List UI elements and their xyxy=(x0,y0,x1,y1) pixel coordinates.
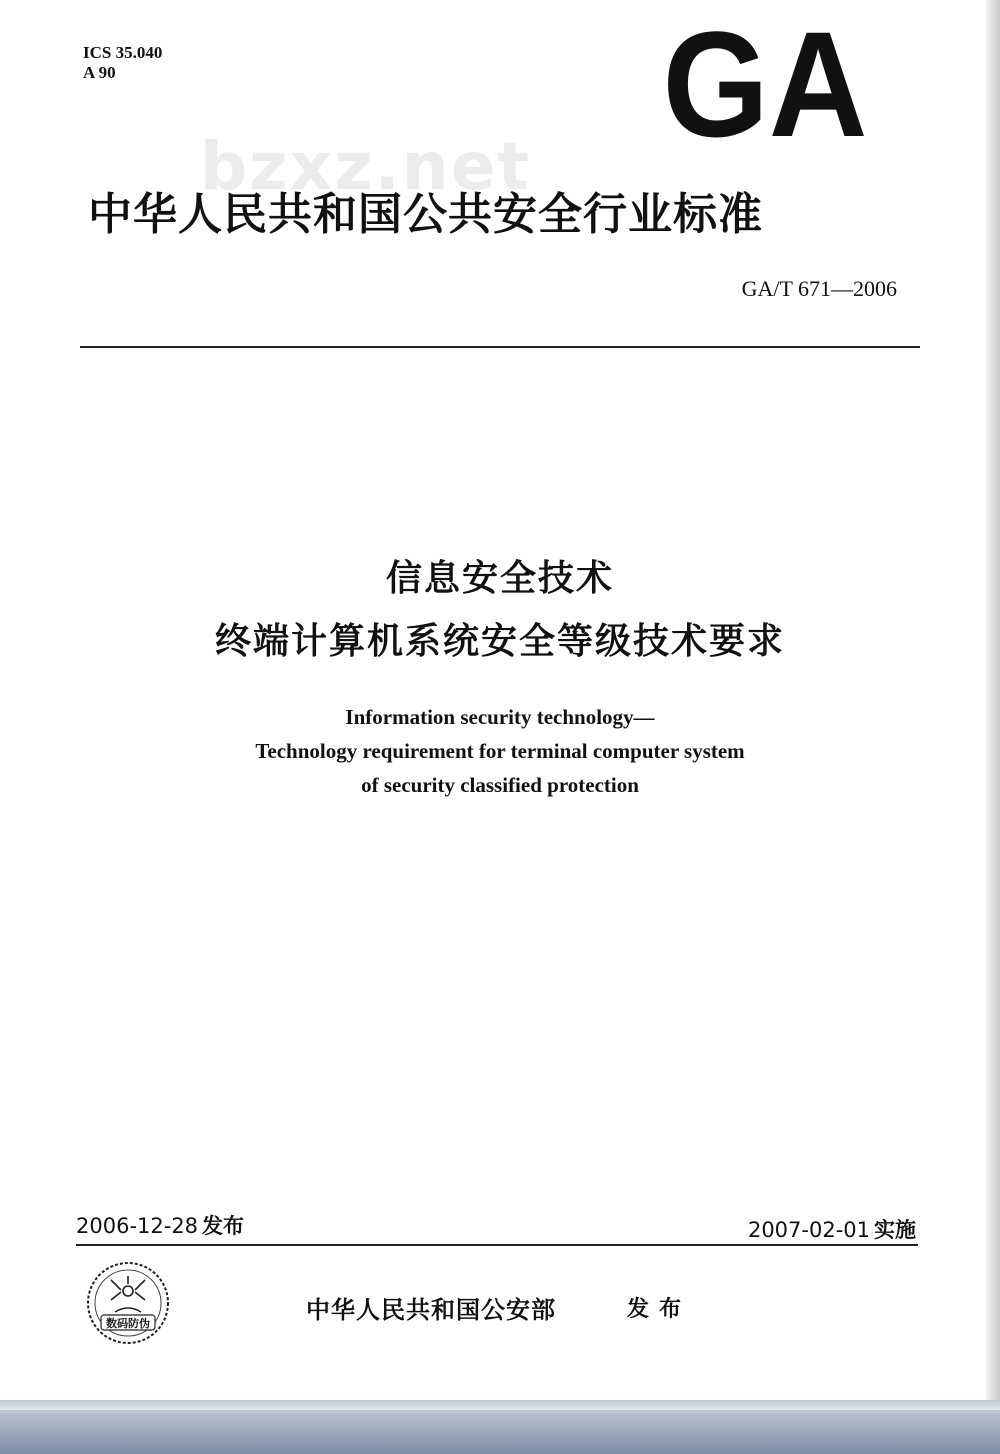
document-title-en-line1: Information security technology— xyxy=(345,705,655,729)
ga-logo-text: GA xyxy=(662,28,868,143)
classification-codes xyxy=(83,43,162,83)
implement-label: 实施 xyxy=(874,1218,916,1242)
seal-text: 数码防伪 xyxy=(106,1317,150,1330)
document-title-cn-line1: 信息安全技术 xyxy=(385,558,614,599)
implement-date: 2007-02-01 xyxy=(747,1218,870,1242)
document-title-en xyxy=(0,700,1000,802)
page-edge-shadow xyxy=(986,0,1000,1400)
publish-verb: 发布 xyxy=(627,1297,692,1322)
background-strip xyxy=(0,1400,1000,1454)
document-title-en-line3: of security classified protection xyxy=(361,773,639,797)
ga-logo xyxy=(660,28,870,143)
issue-date-block xyxy=(76,1210,244,1240)
issue-label: 发布 xyxy=(202,1214,245,1238)
publisher: 中华人民共和国公安部 xyxy=(306,1296,556,1324)
header-divider xyxy=(80,346,920,348)
page-bottom-edge xyxy=(0,1400,1000,1410)
document-title-cn-line2: 终端计算机系统安全等级技术要求 xyxy=(214,621,785,662)
watermark: bzxz.net xyxy=(200,128,532,205)
standard-category-title: 中华人民共和国公共安全行业标准 xyxy=(88,189,763,240)
standard-number: GA/T 671—2006 xyxy=(741,276,897,301)
implement-date-block xyxy=(748,1214,916,1244)
ccs-code: A 90 xyxy=(83,63,116,82)
anti-counterfeit-seal-icon xyxy=(85,1260,171,1346)
footer-divider xyxy=(76,1244,918,1246)
document-title-en-line2: Technology requirement for terminal computer system xyxy=(255,739,745,763)
issue-date: 2006-12-28 xyxy=(76,1214,199,1238)
ics-code: ICS 35.040 xyxy=(83,43,163,62)
